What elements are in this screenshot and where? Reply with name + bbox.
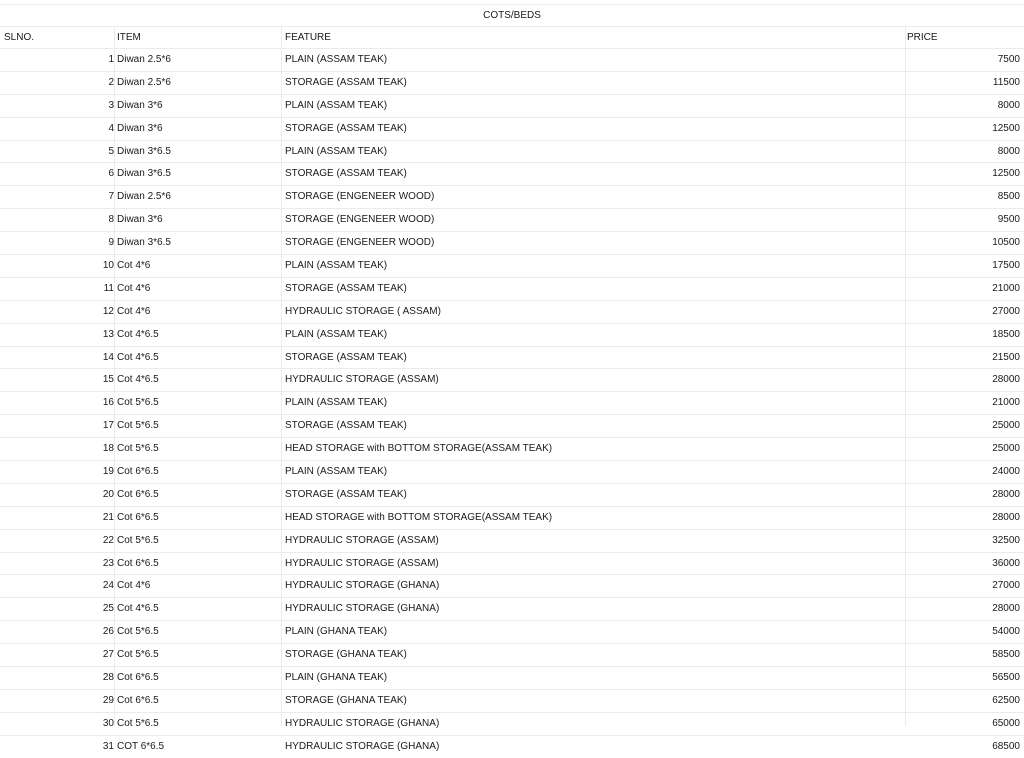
cell-item: Diwan 3*6.5 [117,237,171,249]
cell-slno: 3 [108,99,114,111]
table-row [0,666,1024,689]
cell-slno: 17 [102,420,114,432]
cell-item: Cot 4*6 [117,305,151,317]
cell-item: Cot 4*6.5 [117,374,159,386]
cell-feature: STORAGE (ASSAM TEAK) [285,168,407,180]
table-row [0,208,1024,231]
cell-item: Cot 5*6.5 [117,397,159,409]
cell-feature: PLAIN (ASSAM TEAK) [285,99,388,111]
cell-feature: HYDRAULIC STORAGE (GHANA) [285,580,440,592]
cell-slno: 23 [102,557,114,569]
cell-slno: 22 [102,534,114,546]
cell-slno: 21 [102,511,114,523]
cell-price: 36000 [992,557,1020,569]
cell-feature: HYDRAULIC STORAGE ( ASSAM) [285,305,441,317]
cell-feature: STORAGE (ENGENEER WOOD) [285,214,435,226]
cell-feature: PLAIN (ASSAM TEAK) [285,145,388,157]
table-row [0,597,1024,620]
cell-slno: 29 [102,694,114,706]
cell-price: 12500 [992,168,1020,180]
cell-price: 28000 [992,603,1020,615]
table-row [0,643,1024,666]
cell-price: 7500 [997,54,1020,65]
cell-item: Diwan 2.5*6 [117,191,171,203]
cell-item: COT 6*6.5 [117,740,165,752]
cell-item: Diwan 2.5*6 [117,76,171,88]
cell-item: Diwan 3*6 [117,214,163,226]
table-row [0,254,1024,277]
cell-feature: STORAGE (ASSAM TEAK) [285,282,407,294]
cell-slno: 20 [102,488,114,500]
table-row [0,277,1024,300]
cell-feature: PLAIN (ASSAM TEAK) [285,54,388,65]
cell-slno: 16 [102,397,114,409]
sheet-title: COTS/BEDS [483,10,541,21]
table-row [0,162,1024,185]
cell-price: 21000 [992,397,1020,409]
table-row [0,346,1024,369]
gridline [0,4,1024,5]
cell-feature: STORAGE (ASSAM TEAK) [285,351,407,363]
table-body [0,48,1024,758]
cell-price: 8000 [997,145,1020,157]
cell-slno: 8 [108,214,114,226]
cell-item: Cot 4*6 [117,282,151,294]
table-row [0,437,1024,460]
table-row [0,48,1024,71]
cell-slno: 31 [102,740,114,752]
table-row [0,300,1024,323]
cell-price: 12500 [992,122,1020,134]
cell-slno: 26 [102,626,114,638]
cell-feature: PLAIN (ASSAM TEAK) [285,397,388,409]
cell-slno: 30 [102,717,114,729]
cell-price: 68500 [992,740,1020,752]
cell-item: Cot 5*6.5 [117,420,159,432]
cell-slno: 12 [102,305,114,317]
cell-slno: 9 [108,237,114,249]
cell-slno: 4 [108,122,114,134]
cell-price: 27000 [992,305,1020,317]
cell-price: 24000 [992,466,1020,478]
cell-item: Cot 6*6.5 [117,694,159,706]
cell-price: 65000 [992,717,1020,729]
cell-feature: HYDRAULIC STORAGE (ASSAM) [285,557,439,569]
cell-item: Diwan 2.5*6 [117,54,171,65]
cell-slno: 5 [108,145,114,157]
cell-item: Cot 5*6.5 [117,717,159,729]
cell-price: 18500 [992,328,1020,340]
header-price: PRICE [907,32,938,43]
cell-slno: 25 [102,603,114,615]
cell-price: 28000 [992,488,1020,500]
cell-slno: 18 [102,443,114,455]
cell-item: Cot 5*6.5 [117,649,159,661]
cell-price: 28000 [992,511,1020,523]
table-row [0,231,1024,254]
table-row [0,368,1024,391]
table-row [0,483,1024,506]
table-row [0,323,1024,346]
table-row [0,529,1024,552]
cell-slno: 24 [102,580,114,592]
cell-feature: STORAGE (GHANA TEAK) [285,649,407,661]
cell-slno: 10 [102,260,114,272]
cell-price: 17500 [992,260,1020,272]
cell-item: Cot 5*6.5 [117,626,159,638]
cell-item: Cot 6*6.5 [117,511,159,523]
table-row [0,689,1024,712]
cell-item: Diwan 3*6 [117,99,163,111]
cell-item: Cot 6*6.5 [117,466,159,478]
cell-price: 9500 [997,214,1020,226]
cell-item: Cot 6*6.5 [117,672,159,684]
cell-feature: PLAIN (ASSAM TEAK) [285,260,388,272]
cell-price: 28000 [992,374,1020,386]
cell-item: Cot 4*6.5 [117,328,159,340]
table-row [0,414,1024,437]
cell-feature: HEAD STORAGE with BOTTOM STORAGE(ASSAM TEAK) [285,511,553,523]
header-item: ITEM [117,32,141,43]
cell-feature: HYDRAULIC STORAGE (GHANA) [285,717,440,729]
header-slno: SLNO. [4,32,35,43]
cell-feature: STORAGE (ENGENEER WOOD) [285,191,435,203]
cell-item: Diwan 3*6.5 [117,145,171,157]
table-row [0,94,1024,117]
cell-price: 54000 [992,626,1020,638]
table-row [0,574,1024,597]
cell-slno: 11 [103,282,114,294]
cell-feature: HYDRAULIC STORAGE (GHANA) [285,603,440,615]
cell-slno: 28 [102,672,114,684]
cell-feature: STORAGE (GHANA TEAK) [285,694,407,706]
cell-price: 27000 [992,580,1020,592]
cell-item: Diwan 3*6 [117,122,163,134]
table-row [0,552,1024,575]
cell-item: Cot 6*6.5 [117,488,159,500]
cell-slno: 27 [102,649,114,661]
cell-item: Cot 4*6 [117,580,151,592]
cell-feature: HYDRAULIC STORAGE (ASSAM) [285,534,439,546]
cell-feature: HYDRAULIC STORAGE (ASSAM) [285,374,439,386]
cell-price: 21000 [992,282,1020,294]
cell-price: 25000 [992,420,1020,432]
cell-feature: PLAIN (GHANA TEAK) [285,672,388,684]
cell-feature: PLAIN (GHANA TEAK) [285,626,388,638]
cell-price: 56500 [992,672,1020,684]
cell-item: Diwan 3*6.5 [117,168,171,180]
cell-slno: 7 [108,191,114,203]
cell-feature: STORAGE (ENGENEER WOOD) [285,237,435,249]
cell-item: Cot 6*6.5 [117,557,159,569]
cell-slno: 19 [102,466,114,478]
table-row [0,391,1024,414]
cell-feature: HEAD STORAGE with BOTTOM STORAGE(ASSAM TEAK) [285,443,553,455]
table-row [0,735,1024,758]
table-row [0,460,1024,483]
cell-feature: PLAIN (ASSAM TEAK) [285,328,388,340]
cell-slno: 6 [108,168,114,180]
cell-slno: 14 [102,351,114,363]
cell-feature: STORAGE (ASSAM TEAK) [285,122,407,134]
cell-item: Cot 4*6.5 [117,603,159,615]
table-row [0,71,1024,94]
cell-item: Cot 5*6.5 [117,443,159,455]
table-row [0,185,1024,208]
cell-feature: STORAGE (ASSAM TEAK) [285,488,407,500]
cell-price: 10500 [992,237,1020,249]
gridline [0,26,1024,27]
cell-price: 58500 [992,649,1020,661]
table-row [0,117,1024,140]
cell-price: 8000 [997,99,1020,111]
table-row [0,620,1024,643]
cell-slno: 13 [102,328,114,340]
cell-price: 8500 [997,191,1020,203]
header-feature: FEATURE [285,32,331,43]
cell-feature: STORAGE (ASSAM TEAK) [285,420,407,432]
cell-price: 11500 [992,76,1020,88]
table-row [0,506,1024,529]
cell-feature: HYDRAULIC STORAGE (GHANA) [285,740,440,752]
cell-feature: STORAGE (ASSAM TEAK) [285,76,407,88]
cell-slno: 1 [108,54,114,65]
cell-item: Cot 4*6 [117,260,151,272]
cell-price: 21500 [992,351,1020,363]
cell-slno: 15 [102,374,114,386]
cell-feature: PLAIN (ASSAM TEAK) [285,466,388,478]
cell-item: Cot 4*6.5 [117,351,159,363]
cell-price: 62500 [992,694,1020,706]
cell-price: 32500 [992,534,1020,546]
cell-item: Cot 5*6.5 [117,534,159,546]
table-row [0,140,1024,163]
cell-slno: 2 [108,76,114,88]
cell-price: 25000 [992,443,1020,455]
table-row [0,712,1024,735]
